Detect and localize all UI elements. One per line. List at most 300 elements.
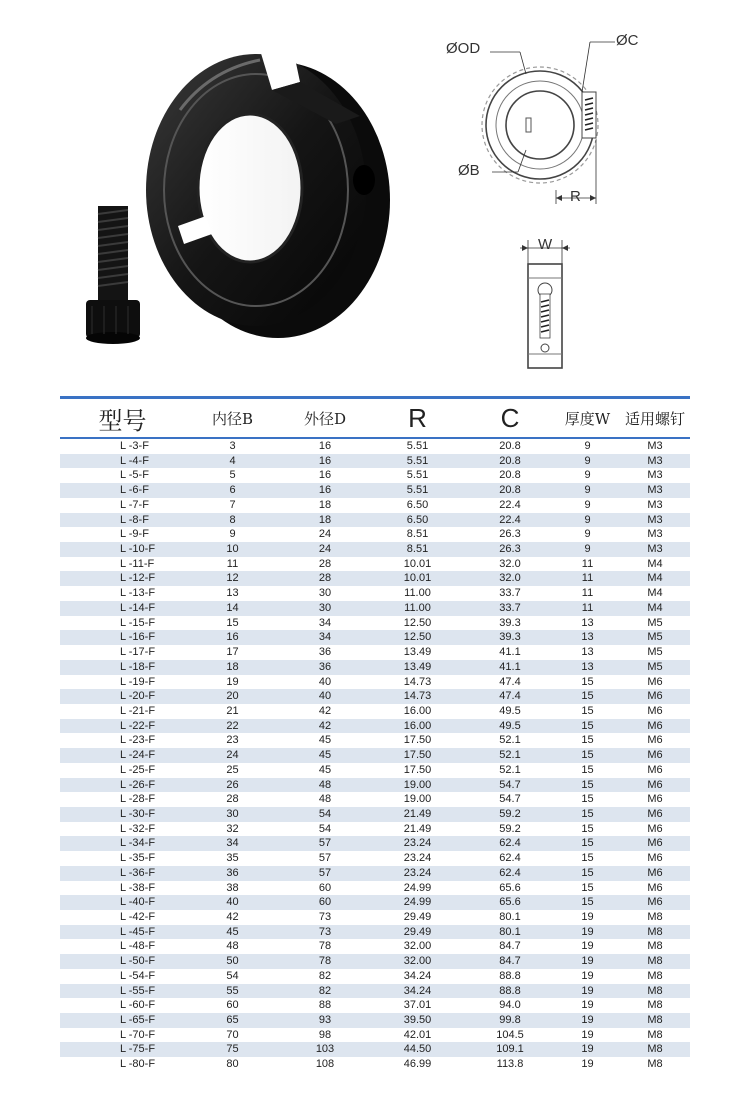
table-row	[60, 969, 690, 984]
table-row	[60, 910, 690, 925]
cell-r: 21.49	[403, 807, 432, 820]
cell-inner-diameter: 80	[226, 1058, 239, 1071]
w-label: W	[538, 236, 553, 253]
cell-outer-diameter: 36	[318, 646, 332, 659]
cell-model: L -38-F	[120, 881, 156, 894]
table-row	[60, 881, 690, 896]
cell-model: L -55-F	[120, 984, 156, 997]
cell-outer-diameter: 42	[318, 704, 332, 717]
cell-outer-diameter: 40	[318, 690, 332, 703]
cell-outer-diameter: 48	[318, 793, 332, 806]
cell-inner-diameter: 26	[226, 778, 239, 791]
cell-model: L -16-F	[120, 631, 156, 644]
header-outer-diameter: 外径D	[303, 409, 347, 428]
cell-thickness: 9	[584, 454, 591, 467]
table-row	[60, 851, 690, 866]
cell-screw: M6	[647, 778, 663, 791]
cell-inner-diameter: 6	[229, 484, 236, 497]
cell-r: 29.49	[403, 911, 432, 923]
cell-inner-diameter: 24	[226, 749, 239, 762]
cell-outer-diameter: 60	[318, 881, 332, 894]
cell-model: L -10-F	[120, 543, 156, 556]
cell-screw: M3	[647, 454, 663, 467]
table-row	[60, 792, 690, 807]
table-row	[60, 778, 690, 793]
cell-thickness: 9	[584, 440, 591, 452]
cell-r: 17.50	[403, 734, 432, 747]
cell-thickness: 19	[581, 984, 594, 997]
table-row	[60, 616, 690, 631]
cell-screw: M4	[647, 601, 663, 614]
cell-outer-diameter: 18	[318, 498, 332, 511]
cell-inner-diameter: 75	[226, 1043, 239, 1056]
cell-thickness: 9	[584, 543, 591, 556]
cell-model: L -9-F	[120, 528, 149, 541]
cell-screw: M3	[647, 440, 663, 452]
cell-inner-diameter: 11	[226, 557, 239, 570]
cell-screw: M6	[647, 719, 663, 732]
cell-thickness: 11	[581, 601, 594, 614]
cell-model: L -3-F	[120, 440, 149, 452]
table-row	[60, 1013, 690, 1028]
cell-thickness: 19	[581, 1014, 594, 1027]
cell-model: L -60-F	[120, 999, 156, 1012]
cell-r: 21.49	[403, 822, 432, 835]
cell-inner-diameter: 45	[226, 925, 239, 938]
cell-c: 41.1	[499, 646, 521, 659]
cell-model: L -8-F	[120, 513, 149, 526]
cell-model: L -70-F	[120, 1028, 156, 1041]
cell-screw: M4	[647, 587, 663, 600]
cell-outer-diameter: 34	[318, 631, 332, 644]
cell-inner-diameter: 50	[226, 955, 239, 968]
table-row	[60, 468, 690, 483]
cell-thickness: 13	[581, 660, 594, 673]
cell-c: 49.5	[499, 704, 521, 717]
header-c: C	[500, 402, 520, 433]
cell-r: 24.99	[403, 881, 432, 894]
table-row	[60, 925, 690, 940]
header-r: R	[408, 402, 427, 433]
table-row	[60, 601, 690, 616]
cell-c: 20.8	[499, 484, 521, 497]
cell-c: 32.0	[499, 557, 521, 570]
cell-screw: M8	[647, 925, 663, 938]
table-row	[60, 748, 690, 763]
cell-r: 5.51	[406, 454, 429, 467]
cell-r: 11.00	[404, 587, 431, 600]
cell-inner-diameter: 36	[226, 866, 239, 879]
cell-c: 49.5	[499, 719, 521, 732]
cell-r: 46.99	[403, 1058, 432, 1071]
cell-model: L -6-F	[120, 484, 149, 497]
cell-c: 33.7	[499, 587, 521, 600]
cell-c: 80.1	[499, 911, 521, 923]
cell-screw: M8	[647, 1014, 663, 1027]
cell-thickness: 11	[581, 572, 594, 585]
cell-outer-diameter: 16	[318, 440, 332, 452]
cell-c: 113.8	[496, 1058, 524, 1071]
cell-screw: M6	[647, 690, 663, 703]
cell-screw: M8	[647, 984, 663, 997]
table-body	[60, 439, 690, 1072]
cell-r: 19.00	[403, 778, 432, 791]
cell-screw: M3	[647, 528, 663, 541]
cell-thickness: 15	[581, 749, 594, 762]
cell-model: L -14-F	[120, 601, 156, 614]
cell-inner-diameter: 23	[226, 734, 239, 747]
table-row	[60, 513, 690, 528]
cell-c: 88.8	[499, 969, 521, 982]
cell-thickness: 9	[584, 498, 591, 511]
cell-thickness: 15	[581, 837, 594, 850]
table-row	[60, 675, 690, 690]
cell-screw: M4	[647, 557, 663, 570]
cell-c: 20.8	[499, 440, 521, 452]
cell-r: 12.50	[403, 616, 432, 629]
cell-model: L -45-F	[120, 925, 156, 938]
cell-screw: M3	[647, 498, 663, 511]
cell-outer-diameter: 57	[318, 866, 332, 879]
cell-screw: M6	[647, 807, 663, 820]
cell-outer-diameter: 16	[318, 469, 332, 482]
cell-inner-diameter: 40	[226, 896, 239, 909]
table-row	[60, 984, 690, 999]
cell-r: 32.00	[403, 955, 432, 968]
cell-thickness: 9	[584, 513, 591, 526]
cell-c: 54.7	[499, 793, 521, 806]
cell-outer-diameter: 57	[318, 837, 332, 850]
cell-inner-diameter: 18	[226, 660, 239, 673]
table-row	[60, 733, 690, 748]
cell-outer-diameter: 57	[318, 852, 332, 865]
cell-r: 8.51	[406, 543, 429, 556]
cell-outer-diameter: 24	[318, 528, 332, 541]
cell-inner-diameter: 54	[226, 969, 239, 982]
side-view-diagram	[500, 230, 610, 380]
table-row	[60, 483, 690, 498]
cell-c: 109.1	[496, 1043, 524, 1056]
cell-screw: M5	[647, 660, 663, 673]
cell-model: L -42-F	[120, 911, 156, 923]
cell-outer-diameter: 36	[318, 660, 332, 673]
cell-r: 44.50	[403, 1043, 432, 1056]
cell-c: 65.6	[499, 881, 521, 894]
cell-thickness: 13	[581, 631, 594, 644]
cell-r: 6.50	[406, 513, 429, 526]
cell-thickness: 15	[581, 690, 594, 703]
table-row	[60, 630, 690, 645]
cell-model: L -54-F	[120, 969, 156, 982]
cell-outer-diameter: 28	[318, 572, 332, 585]
cell-thickness: 19	[581, 999, 594, 1012]
cell-r: 17.50	[403, 763, 432, 776]
cell-outer-diameter: 16	[318, 454, 332, 467]
cell-inner-diameter: 14	[226, 601, 239, 614]
cell-inner-diameter: 3	[229, 440, 236, 452]
cell-c: 80.1	[499, 925, 521, 938]
table-row	[60, 689, 690, 704]
cell-r: 11.00	[404, 601, 431, 614]
cell-r: 17.50	[403, 749, 432, 762]
table-row	[60, 836, 690, 851]
cell-outer-diameter: 93	[318, 1014, 332, 1027]
cell-r: 39.50	[403, 1014, 432, 1027]
table-row	[60, 571, 690, 586]
cell-c: 22.4	[499, 498, 521, 511]
cell-thickness: 19	[581, 1058, 594, 1071]
cell-r: 8.51	[406, 528, 429, 541]
table-row	[60, 763, 690, 778]
cell-thickness: 15	[581, 734, 594, 747]
cell-inner-diameter: 32	[226, 822, 239, 835]
cell-model: L -36-F	[120, 866, 156, 879]
cell-screw: M8	[647, 999, 663, 1012]
cell-r: 5.51	[406, 440, 429, 452]
cell-outer-diameter: 78	[318, 940, 332, 953]
cell-inner-diameter: 12	[226, 572, 239, 585]
cell-screw: M6	[647, 734, 663, 747]
cell-c: 47.4	[499, 675, 521, 688]
cell-c: 47.4	[499, 690, 521, 703]
cell-thickness: 13	[581, 616, 594, 629]
cell-r: 19.00	[403, 793, 432, 806]
cell-model: L -34-F	[120, 837, 156, 850]
cell-inner-diameter: 5	[229, 469, 236, 482]
cell-model: L -28-F	[120, 793, 156, 806]
cell-inner-diameter: 38	[226, 881, 239, 894]
table-row	[60, 645, 690, 660]
cell-thickness: 15	[581, 881, 594, 894]
table-row	[60, 807, 690, 822]
cell-outer-diameter: 73	[318, 925, 332, 938]
cell-r: 16.00	[403, 704, 432, 717]
cell-thickness: 15	[581, 896, 594, 909]
cell-screw: M8	[647, 1028, 663, 1041]
cell-inner-diameter: 10	[226, 543, 239, 556]
cell-screw: M6	[647, 852, 663, 865]
cell-c: 26.3	[499, 543, 521, 556]
cell-r: 34.24	[403, 969, 432, 982]
cell-r: 5.51	[406, 469, 429, 482]
cell-r: 37.01	[403, 999, 432, 1012]
r-label: R	[570, 188, 581, 205]
cell-model: L -21-F	[120, 704, 156, 717]
cell-inner-diameter: 8	[229, 513, 236, 526]
cell-outer-diameter: 88	[318, 999, 332, 1012]
cell-model: L -7-F	[120, 498, 149, 511]
c-label: ØC	[616, 32, 639, 49]
cell-thickness: 9	[584, 469, 591, 482]
cell-model: L -17-F	[120, 646, 156, 659]
cell-screw: M8	[647, 1043, 663, 1056]
header-thickness: 厚度W	[564, 409, 611, 428]
cell-screw: M4	[647, 572, 663, 585]
cell-r: 23.24	[403, 866, 432, 879]
cell-inner-diameter: 22	[226, 719, 239, 732]
cell-c: 99.8	[499, 1014, 521, 1027]
cell-thickness: 15	[581, 807, 594, 820]
cell-inner-diameter: 55	[226, 984, 239, 997]
cell-screw: M6	[647, 866, 663, 879]
cell-c: 22.4	[499, 513, 521, 526]
cell-model: L -32-F	[120, 822, 156, 835]
b-label: ØB	[458, 162, 480, 179]
cell-thickness: 19	[581, 955, 594, 968]
cell-inner-diameter: 13	[226, 587, 239, 600]
cell-outer-diameter: 54	[318, 807, 332, 820]
cell-r: 16.00	[403, 719, 432, 732]
cell-c: 54.7	[499, 778, 521, 791]
cell-outer-diameter: 24	[318, 543, 332, 556]
cell-outer-diameter: 45	[318, 749, 332, 762]
table-row	[60, 866, 690, 881]
table-row	[60, 527, 690, 542]
cell-inner-diameter: 34	[226, 837, 239, 850]
table-row	[60, 557, 690, 572]
cell-inner-diameter: 25	[226, 763, 239, 776]
cell-r: 32.00	[403, 940, 432, 953]
cell-r: 5.51	[406, 484, 429, 497]
cell-c: 84.7	[499, 955, 521, 968]
cell-thickness: 9	[584, 528, 591, 541]
table-row	[60, 895, 690, 910]
cell-model: L -50-F	[120, 955, 156, 968]
cell-outer-diameter: 82	[318, 984, 332, 997]
cell-c: 20.8	[499, 454, 521, 467]
cell-outer-diameter: 54	[318, 822, 332, 835]
cell-inner-diameter: 19	[226, 675, 239, 688]
cell-model: L -20-F	[120, 690, 156, 703]
cell-inner-diameter: 4	[229, 454, 236, 467]
cell-r: 23.24	[403, 837, 432, 850]
table-row	[60, 1042, 690, 1057]
cell-c: 52.1	[499, 763, 521, 776]
cell-inner-diameter: 35	[226, 852, 239, 865]
cell-inner-diameter: 28	[226, 793, 239, 806]
table-row	[60, 439, 690, 454]
cell-inner-diameter: 65	[226, 1014, 239, 1027]
cell-thickness: 11	[581, 557, 594, 570]
header-inner-diameter: 内径B	[211, 409, 254, 428]
cell-r: 12.50	[403, 631, 432, 644]
cell-outer-diameter: 30	[318, 601, 332, 614]
cell-screw: M6	[647, 675, 663, 688]
cell-model: L -23-F	[120, 734, 156, 747]
table-row	[60, 704, 690, 719]
cell-model: L -48-F	[120, 940, 156, 953]
cell-thickness: 15	[581, 778, 594, 791]
cell-c: 39.3	[499, 631, 521, 644]
table-row	[60, 719, 690, 734]
cell-inner-diameter: 42	[226, 911, 239, 923]
cell-screw: M6	[647, 793, 663, 806]
cell-screw: M8	[647, 940, 663, 953]
cell-outer-diameter: 108	[315, 1058, 335, 1071]
cell-screw: M5	[647, 646, 663, 659]
cell-screw: M3	[647, 543, 663, 556]
od-label: ØOD	[446, 40, 481, 57]
table-header	[60, 399, 690, 439]
table-row	[60, 498, 690, 513]
front-view-diagram	[440, 20, 650, 220]
cell-model: L -4-F	[120, 454, 149, 467]
table-row	[60, 939, 690, 954]
cell-screw: M3	[647, 484, 663, 497]
cell-thickness: 19	[581, 969, 594, 982]
cell-model: L -5-F	[120, 469, 149, 482]
cell-outer-diameter: 40	[318, 675, 332, 688]
cell-model: L -40-F	[120, 896, 156, 909]
cell-c: 94.0	[499, 999, 521, 1012]
cell-model: L -75-F	[120, 1043, 156, 1056]
cell-inner-diameter: 20	[226, 690, 239, 703]
product-photo	[60, 20, 420, 360]
cell-thickness: 15	[581, 793, 594, 806]
cell-outer-diameter: 18	[318, 513, 332, 526]
cell-screw: M6	[647, 837, 663, 850]
cell-c: 20.8	[499, 469, 521, 482]
cell-thickness: 19	[581, 1043, 594, 1056]
cell-screw: M6	[647, 704, 663, 717]
cell-model: L -19-F	[120, 675, 156, 688]
header-model: 型号	[98, 406, 147, 435]
cell-c: 59.2	[499, 822, 521, 835]
cell-thickness: 19	[581, 925, 594, 938]
cell-model: L -11-F	[120, 557, 155, 570]
cell-c: 33.7	[499, 601, 521, 614]
spec-table	[60, 396, 690, 1072]
cell-thickness: 11	[581, 587, 594, 600]
cell-inner-diameter: 21	[226, 704, 239, 717]
cell-model: L -26-F	[120, 778, 156, 791]
cell-inner-diameter: 7	[229, 498, 236, 511]
cell-outer-diameter: 34	[318, 616, 332, 629]
cell-thickness: 15	[581, 675, 594, 688]
cell-screw: M6	[647, 896, 663, 909]
cell-c: 62.4	[499, 837, 521, 850]
cell-r: 10.01	[403, 572, 432, 585]
cell-inner-diameter: 16	[226, 631, 239, 644]
cell-c: 52.1	[499, 749, 521, 762]
cell-screw: M8	[647, 911, 663, 923]
cell-thickness: 15	[581, 763, 594, 776]
cell-screw: M8	[647, 969, 663, 982]
cell-inner-diameter: 30	[226, 807, 239, 820]
cell-thickness: 15	[581, 719, 594, 732]
cell-screw: M6	[647, 763, 663, 776]
cell-model: L -24-F	[120, 749, 156, 762]
cell-screw: M6	[647, 822, 663, 835]
cell-r: 14.73	[403, 690, 432, 703]
cell-r: 6.50	[406, 498, 429, 511]
cell-inner-diameter: 48	[226, 940, 239, 953]
cell-thickness: 19	[581, 911, 594, 923]
cell-thickness: 15	[581, 704, 594, 717]
cell-thickness: 15	[581, 852, 594, 865]
cell-outer-diameter: 98	[318, 1028, 332, 1041]
table-row	[60, 660, 690, 675]
header-screw: 适用螺钉	[624, 409, 685, 428]
cell-inner-diameter: 70	[226, 1028, 239, 1041]
cell-c: 65.6	[499, 896, 521, 909]
cell-r: 42.01	[403, 1028, 432, 1041]
cell-outer-diameter: 45	[318, 763, 332, 776]
cell-r: 10.01	[403, 557, 432, 570]
cell-model: L -25-F	[120, 763, 156, 776]
table-row	[60, 954, 690, 969]
cell-r: 13.49	[403, 646, 432, 659]
